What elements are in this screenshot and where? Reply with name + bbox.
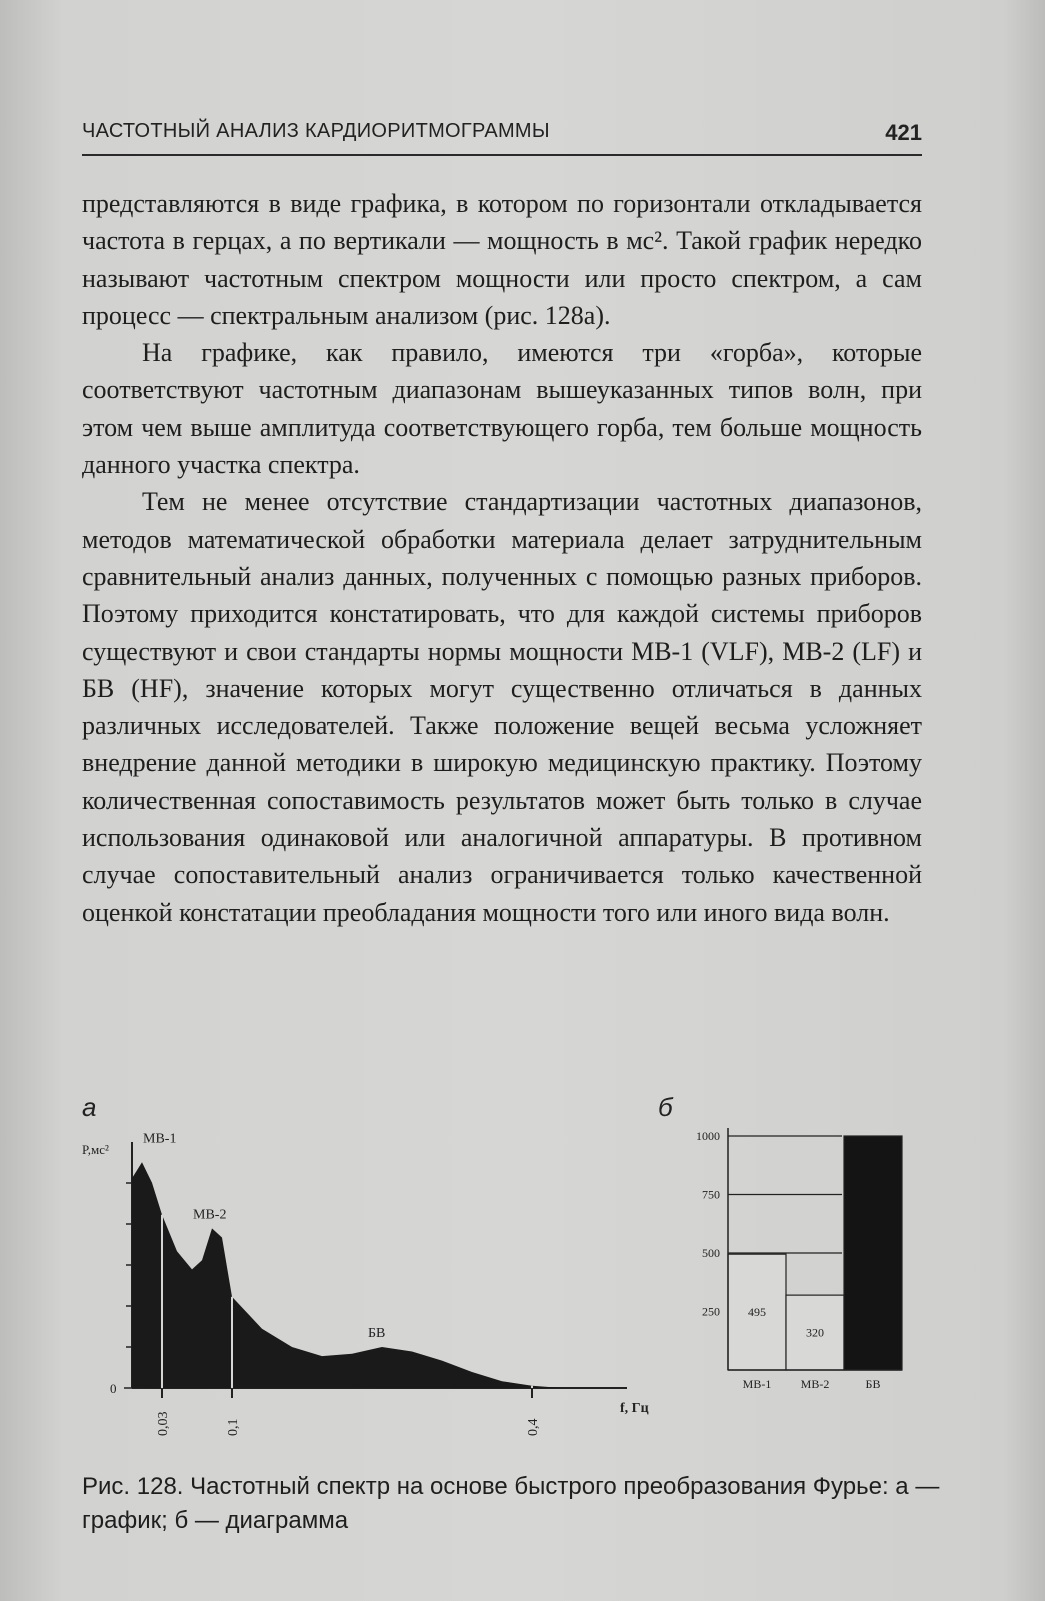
bar-y-tick-label: 750 xyxy=(702,1187,720,1202)
bar-category-label: МВ-1 xyxy=(742,1377,772,1391)
paragraph-1: представляются в виде графика, в котором по горизонтали откладывается частота в герцах, а по вертикали — мощность в мс². Такой график нередко называют частотным спектром мощности или просто спектром, а сам процесс — спектральным анализом (рис. 128а). xyxy=(82,189,922,330)
bar-y-tick-label: 1000 xyxy=(696,1129,720,1143)
y-axis-label: P,мс² xyxy=(82,1142,109,1157)
spectrum-area xyxy=(132,1162,562,1388)
peak-label-mb2: МВ-2 xyxy=(193,1207,227,1223)
running-header xyxy=(82,120,922,156)
running-title: ЧАСТОТНЫЙ АНАЛИЗ КАРДИОРИТМОГРАММЫ xyxy=(82,120,550,142)
x-tick-label-01: 0,1 xyxy=(226,1418,241,1436)
x-axis-label: f, Гц xyxy=(620,1401,649,1416)
paragraph-3: Тем не менее отсутствие стандартизации частотных диапазонов, методов математической обработки материала делает затруднительным сравнительный анализ данных, полученных с помощью разных приборов. Поэтому приходится констатировать, что для каждой системы приборов существуют и свои стандарты нормы мощности МВ-1 (VLF), МВ-2 (LF) и БВ (HF), значение которых могут существенно отличаться в данных различных исследователей. Также положение вещей весьма усложняет внедрение данной методики в широкую медицинскую практику. Поэтому количественная сопоставимость результатов может быть только в случае использования одинаковой или аналогичной аппаратуры. В противном случае сопоставительный анализ ограничивается только качественной оценкой констатации преобладания мощности того или иного вида волн. xyxy=(82,487,922,927)
peak-label-bv: БВ xyxy=(368,1325,386,1341)
bar-y-tick-label: 250 xyxy=(702,1304,720,1319)
spectrum-chart xyxy=(82,1130,662,1450)
power-bar-chart xyxy=(670,1120,920,1400)
figure-caption: Рис. 128. Частотный спектр на основе быстрого преобразования Фурье: а — график; б — диаграмма xyxy=(82,1473,940,1534)
bar-y-tick-label: 500 xyxy=(702,1246,720,1260)
paragraph-2: На графике, как правило, имеются три «горба», которые соответствуют частотным диапазонам вышеуказанных типов волн, при этом чем выше амплитуда соответствующего горба, тем больше мощность данного участка спектра. xyxy=(82,338,922,480)
panel-b-label: б xyxy=(658,1092,673,1122)
x-tick-label-04: 0,4 xyxy=(526,1418,541,1436)
peak-label-mb1: МВ-1 xyxy=(143,1131,177,1147)
bar-value-label: 495 xyxy=(748,1305,766,1320)
bar-value-label: 320 xyxy=(806,1325,824,1340)
page-number: 421 xyxy=(885,120,922,145)
bar-category-label: МВ-2 xyxy=(800,1377,830,1391)
bar-category-label: БВ xyxy=(865,1377,881,1391)
x-tick-label-003: 0,03 xyxy=(156,1411,171,1436)
body-text xyxy=(82,185,922,931)
y-zero-label: 0 xyxy=(110,1381,117,1396)
panel-a-label: а xyxy=(82,1092,97,1122)
bar xyxy=(844,1136,902,1370)
